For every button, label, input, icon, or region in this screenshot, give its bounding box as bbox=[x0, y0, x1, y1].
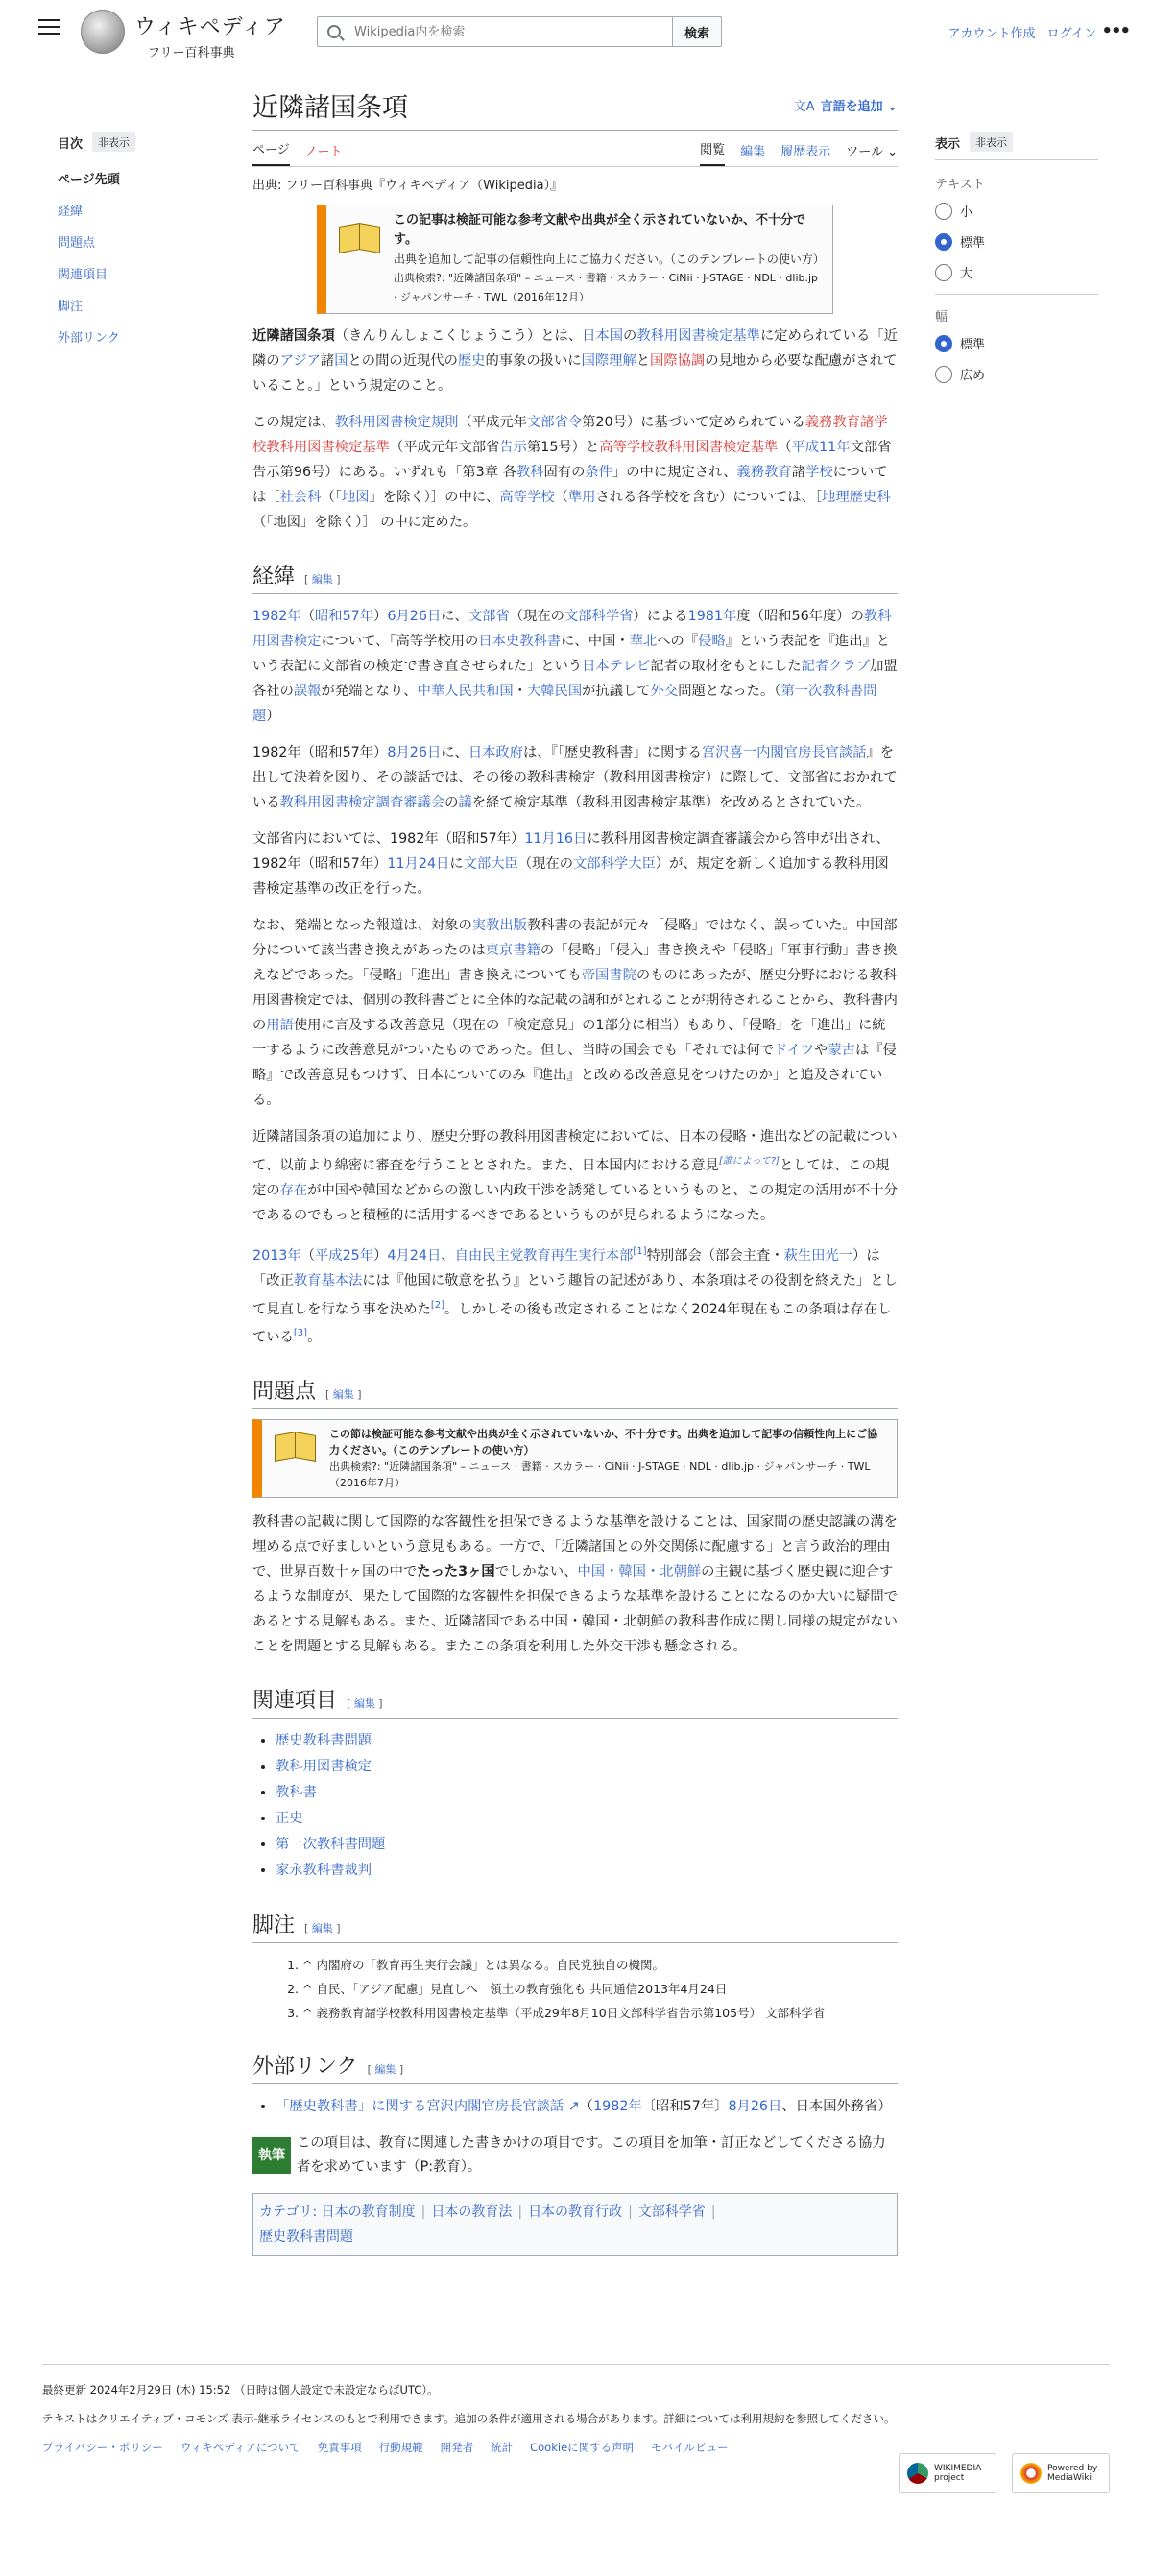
tab-edit[interactable]: 編集 bbox=[740, 145, 766, 159]
toc-item-mondai[interactable]: 問題点 bbox=[58, 236, 96, 251]
edit-section-link[interactable]: 編集 bbox=[311, 573, 333, 586]
site-header bbox=[0, 0, 1152, 63]
category-link[interactable]: 日本の教育法 bbox=[431, 2204, 513, 2221]
category-link[interactable]: 歴史教科書問題 bbox=[259, 2229, 353, 2246]
search-icon bbox=[327, 25, 341, 38]
appearance-title: 表示 bbox=[935, 136, 961, 152]
keii-paragraph-3: 文部省内においては、1982年（昭和57年）11月16日に教科用図書検定調査審議会から答申が出され、1982年（昭和57年）11月24日に文部大臣（現在の文部科学大臣）が、規定を新しく追加する教科用図書検定基準の改正を行った。 bbox=[252, 831, 890, 897]
list-item bbox=[276, 1832, 898, 1858]
book-icon bbox=[338, 221, 382, 257]
edit-section-link[interactable]: 編集 bbox=[374, 2063, 396, 2077]
add-language-button[interactable]: 文A 言語を追加 ⌄ bbox=[793, 100, 898, 114]
toc-hide-button[interactable]: 非表示 bbox=[92, 132, 135, 152]
toc-item-kyakuchu[interactable]: 脚注 bbox=[58, 300, 84, 314]
stub-notice bbox=[252, 2131, 898, 2179]
related-link[interactable]: 教科用図書検定 bbox=[276, 1759, 372, 1775]
related-link[interactable]: 歴史教科書問題 bbox=[276, 1733, 372, 1749]
intro-paragraph-1: 近隣諸国条項（きんりんしょこくじょうこう）とは、日本国の教科用図書検定基準に定められている「近隣のアジア諸国との間の近現代の歴史的事象の扱いに国際理解と国際協調の見地から必要な配慮がされていること。」という規定のこと。 bbox=[252, 328, 898, 394]
reference-item[interactable]: 2. ^ 自民、「アジア配慮」見直しへ 領土の教育強化も 共同通信2013年4月24日 bbox=[302, 1977, 898, 2001]
table-of-contents bbox=[58, 132, 230, 359]
section-heading-gaibu: 外部リンク [ 編集 ] bbox=[252, 2050, 898, 2084]
category-link[interactable]: 日本の教育行政 bbox=[528, 2204, 623, 2221]
tools-label: ツール bbox=[846, 145, 883, 159]
section-heading-keii: 経緯 [ 編集 ] bbox=[252, 560, 898, 594]
radio-label: 広め bbox=[960, 369, 986, 383]
list-item bbox=[276, 1728, 898, 1754]
footer-link[interactable]: Cookieに関する声明 bbox=[530, 2441, 635, 2454]
keii-paragraph-6: 2013年（平成25年）4月24日、自由民主党教育再生実行本部[1]特別部会（部会主査・萩生田光一）は「改正教育基本法には『他国に敬意を払う』という趣旨の記述があり、本条項はその役割を終えた」として見直しを行なう事を決めた[2]。しかしその後も改定されることはなく2024年現在もこの条項は存在している[3]。 bbox=[252, 1245, 898, 1346]
site-logo-text[interactable] bbox=[134, 11, 286, 60]
list-item: • 「歴史教科書」に関する宮沢内閣官房長官談話 ↗（1982年〔昭和57年〕8月26日、日本国外務省） bbox=[276, 2094, 898, 2120]
from-line: 出典: フリー百科事典『ウィキペディア（Wikipedia）』 bbox=[252, 179, 564, 193]
tab-history[interactable]: 履歴表示 bbox=[780, 145, 831, 159]
width-standard-radio[interactable] bbox=[935, 334, 1098, 352]
edit-section-link[interactable]: 編集 bbox=[332, 1388, 354, 1402]
intro-paragraph-2: この規定は、教科用図書検定規則（平成元年文部省令第20号）に基づいて定められている義務教育諸学校教科用図書検定基準（平成元年文部省告示第15号）と高等学校教科用図書検定基準（平成11年文部省告示第96号）にある。いずれも「第3章 各教科固有の条件」の中に規定され、義務教育諸学校については［社会科（「地図」を除く）］の中に、高等学校（準用される各学校を含む）については、［地理歴史科（「地図」を除く）］ の中に定めた。 bbox=[252, 415, 892, 530]
ambox-search[interactable]: 出典検索?: "近隣諸国条項" – ニュース · 書籍 · スカラー · CiNii · J-STAGE · NDL · dlib.jp · ジャパンサーチ · TWL（2016年7月） bbox=[329, 1460, 871, 1490]
toc-item-kanren[interactable]: 関連項目 bbox=[58, 268, 108, 282]
keii-paragraph-5: 近隣諸国条項の追加により、歴史分野の教科用図書検定においては、日本の侵略・進出などの記載について、以前より綿密に審査を行うこととされた。また、日本国内における意見[誰によって?]としては、この規定の存在が中国や韓国などからの激しい内政干渉を誘発しているというものと、この規定の活用が不十分であるのでもっと積極的に活用するべきであるというものが見られるようになった。 bbox=[252, 1129, 898, 1223]
list-item bbox=[276, 1780, 898, 1806]
badge-label: WIKIMEDIA project bbox=[934, 2464, 982, 2483]
tab-read[interactable]: 閲覧 bbox=[700, 139, 725, 166]
book-icon bbox=[274, 1430, 318, 1466]
section-title: 外部リンク bbox=[252, 2055, 358, 2080]
login-link[interactable]: ログイン bbox=[1046, 27, 1096, 41]
main-content bbox=[252, 86, 898, 2256]
more-options-icon[interactable]: ••• bbox=[1101, 21, 1129, 41]
wikipedia-globe-logo[interactable] bbox=[81, 10, 125, 54]
keii-paragraph-2: 1982年（昭和57年）8月26日に、日本政府は、『「歴史教科書」に関する宮沢喜一内閣官房長官談話』を出して決着を図り、その談話では、その後の教科書検定（教科用図書検定）に際して、文部省におかれている教科用図書検定調査審議会の議を経て検定基準（教科用図書検定基準）を改めるとされていた。 bbox=[252, 745, 898, 810]
search-box bbox=[317, 16, 722, 47]
external-link[interactable]: 「歴史教科書」に関する宮沢内閣官房長官談話 ↗ bbox=[276, 2099, 580, 2115]
logo-subtitle: フリー百科事典 bbox=[148, 46, 235, 60]
add-language-label: 言語を追加 bbox=[820, 100, 883, 114]
page-title: 近隣諸国条項 bbox=[252, 86, 898, 131]
stub-text: この項目は、教育に関連した書きかけの項目です。この項目を加筆・訂正などしてくださる協力者を求めています（P:教育）。 bbox=[297, 2135, 886, 2176]
edit-section-link[interactable]: 編集 bbox=[311, 1922, 333, 1936]
translate-icon: 文A bbox=[793, 100, 815, 114]
radio-label: 標準 bbox=[960, 236, 986, 251]
footer-link[interactable]: モバイルビュー bbox=[651, 2441, 729, 2454]
text-size-small-radio[interactable] bbox=[935, 202, 1098, 220]
logo-title: ウィキペディア bbox=[134, 15, 286, 39]
reference-item[interactable]: 3. ^ 義務教育諸学校教科用図書検定基準（平成29年8月10日文部科学省告示第105号） 文部科学省 bbox=[302, 2001, 898, 2025]
section-title: 経緯 bbox=[252, 565, 296, 589]
edit-section-link[interactable]: 編集 bbox=[353, 1697, 375, 1711]
badge-label: Powered by MediaWiki bbox=[1047, 2464, 1098, 2483]
radio-label: 大 bbox=[960, 267, 973, 281]
writing-brush-icon: 執筆 bbox=[252, 2137, 291, 2174]
mondai-paragraph: 教科書の記載に関して国際的な客観性を担保できるような基準を設けることは、国家間の歴史認識の溝を埋める点で好ましいという意見もある。一方で、「近隣諸国との外交関係に配慮する」と言う政治的理由で、世界百数十ヶ国の中でたった3ヶ国でしかない、中国・韓国・北朝鮮の主観に基づく歴史観に迎合するような制度が、果たして国際的な客観性を担保できるような基準を設けることになるのか大いに疑問であるとする見解もある。また、近隣諸国である中国・韓国・北朝鮮の教科書作成に関し同様の規定がないことを問題とする見解もある。またこの条項を利用した外交干渉も懸念される。 bbox=[252, 1514, 898, 1655]
keii-paragraph-1: 1982年（昭和57年）6月26日に、文部省（現在の文部科学省）による1981年度（昭和56年度）の教科用図書検定について、「高等学校用の日本史教科書に、中国・華北への『侵略』という表記を『進出』という表記に文部省の検定で書き直させられた」という日本テレビ記者の取材をもとにした記者クラブ加盟各社の誤報が発端となり、中華人民共和国・大韓民国が抗議して外交問題となった。（第一次教科書問題） bbox=[252, 609, 898, 724]
toc-item-gaibu[interactable]: 外部リンク bbox=[58, 331, 120, 346]
search-button[interactable]: 検索 bbox=[672, 16, 722, 47]
create-account-link[interactable]: アカウント作成 bbox=[948, 27, 1036, 41]
mediawiki-badge[interactable] bbox=[1012, 2453, 1110, 2493]
tab-talk[interactable]: ノート bbox=[304, 145, 343, 159]
external-links-list bbox=[252, 2094, 898, 2120]
references-list bbox=[252, 1953, 898, 2025]
footer-link[interactable]: プライバシー・ポリシー bbox=[42, 2441, 163, 2454]
width-label: 幅 bbox=[935, 310, 948, 325]
ambox-line1: この節は検証可能な参考文献や出典が全く示されていないか、不十分です。出典を追加して記事の信頼性向上にご協力ください。（このテンプレートの使い方） bbox=[329, 1428, 878, 1457]
main-menu-icon[interactable] bbox=[38, 19, 60, 36]
list-item bbox=[276, 1754, 898, 1780]
tab-page[interactable]: ページ bbox=[252, 139, 290, 166]
toc-item-top[interactable]: ページ先頭 bbox=[58, 173, 120, 187]
reference-item: 1. ^ 内閣府の「教育再生実行会議」とは異なる。自民党独自の機関。 bbox=[302, 1953, 898, 1977]
page-footer bbox=[42, 2364, 1110, 2483]
related-link[interactable]: 正史 bbox=[276, 1811, 303, 1827]
section-title: 問題点 bbox=[252, 1380, 317, 1405]
ambox-line1: この記事は検証可能な参考文献や出典が全く示されていないか、不十分です。 bbox=[394, 213, 806, 247]
width-wide-radio[interactable] bbox=[935, 365, 1098, 383]
toc-title: 目次 bbox=[58, 136, 84, 152]
footer-link[interactable]: 免責事項 bbox=[317, 2441, 362, 2454]
appearance-hide-button[interactable]: 非表示 bbox=[970, 132, 1013, 152]
radio-label: 小 bbox=[960, 205, 973, 220]
section-heading-kyakuchu: 脚注 [ 編集 ] bbox=[252, 1909, 898, 1943]
keii-paragraph-4: なお、発端となった報道は、対象の実教出版教科書の表記が元々「侵略」ではなく、誤っていた。中国部分について該当書き換えがあったのは東京書籍の「侵略」「侵入」書き換えや「侵略」「軍事行動」書き換えなどであった。「侵略」「進出」書き換えについても帝国書院のものにあったが、歴史分野における教科用図書検定では、個別の教科書ごとに全体的な記載の調和がとれることが期待されることから、教科書内の用語使用に言及する改善意見（現在の「検定意見」の1部分に相当）もあり、「侵略」を「進出」に統一するように改善意見がついたものであった。但し、当時の国会でも「それでは何でドイツや蒙古は『侵略』で改善意見もつけず、日本についてのみ『進出』と改める改善意見をつけたのか」と追及されている。 bbox=[252, 918, 898, 1108]
mediawiki-logo-icon bbox=[1020, 2463, 1042, 2484]
last-edited: 最終更新 2024年2月29日 (木) 15:52 （日時は個人設定で未設定ならばUTC）。 bbox=[42, 2383, 439, 2396]
related-list bbox=[252, 1728, 898, 1884]
wikimedia-logo-icon bbox=[907, 2463, 928, 2484]
section-heading-mondai: 問題点 [ 編集 ] bbox=[252, 1375, 898, 1409]
footer-link[interactable]: ウィキペディアについて bbox=[180, 2441, 300, 2454]
toc-item-keii[interactable]: 経緯 bbox=[58, 205, 84, 219]
section-heading-kanren: 関連項目 [ 編集 ] bbox=[252, 1684, 898, 1719]
license-text: テキストはクリエイティブ・コモンズ 表示-継承ライセンスのもとで利用できます。追加の条件が適用される場合があります。詳細については利用規約を参照してください。 bbox=[42, 2412, 896, 2425]
text-size-large-radio[interactable] bbox=[935, 263, 1098, 281]
search-input[interactable] bbox=[352, 21, 669, 42]
related-link[interactable]: 家永教科書裁判 bbox=[276, 1863, 372, 1879]
ambox-line2: 出典を追加して記事の信頼性向上にご協力ください。（このテンプレートの使い方） bbox=[394, 253, 825, 266]
categories-label[interactable]: カテゴリ: bbox=[259, 2204, 318, 2221]
footer-link[interactable]: 統計 bbox=[491, 2441, 514, 2454]
section-title: 脚注 bbox=[252, 1914, 296, 1938]
footer-link[interactable]: 行動規範 bbox=[378, 2441, 423, 2454]
text-size-standard-radio[interactable] bbox=[935, 232, 1098, 251]
wikimedia-badge[interactable] bbox=[899, 2453, 996, 2493]
section-citation-needed-box bbox=[252, 1419, 898, 1498]
list-item bbox=[276, 1806, 898, 1832]
user-links bbox=[948, 23, 1096, 41]
ambox-search[interactable]: 出典検索?: "近隣諸国条項" – ニュース · 書籍 · スカラー · CiNii · J-STAGE · NDL · dlib.jp · ジャパンサーチ · TWL（2016年12月） bbox=[394, 272, 819, 303]
text-size-label: テキスト bbox=[935, 178, 985, 192]
appearance-panel bbox=[935, 132, 1098, 396]
category-links: カテゴリ: 日本の教育制度 | 日本の教育法 | 日本の教育行政 | 文部科学省 | 歴史教科書問題 bbox=[252, 2193, 898, 2256]
category-link[interactable]: 日本の教育制度 bbox=[321, 2204, 416, 2221]
category-link[interactable]: 文部科学省 bbox=[637, 2204, 706, 2221]
radio-label: 標準 bbox=[960, 338, 986, 352]
list-item bbox=[276, 1858, 898, 1884]
tools-menu[interactable]: ツール ⌄ bbox=[846, 145, 898, 159]
related-link[interactable]: 第一次教科書問題 bbox=[276, 1837, 386, 1853]
citation-needed-box bbox=[317, 205, 833, 314]
footer-link[interactable]: 開発者 bbox=[440, 2441, 474, 2454]
related-link[interactable]: 教科書 bbox=[276, 1785, 317, 1801]
section-title: 関連項目 bbox=[252, 1689, 338, 1714]
page-tabs bbox=[252, 136, 898, 167]
